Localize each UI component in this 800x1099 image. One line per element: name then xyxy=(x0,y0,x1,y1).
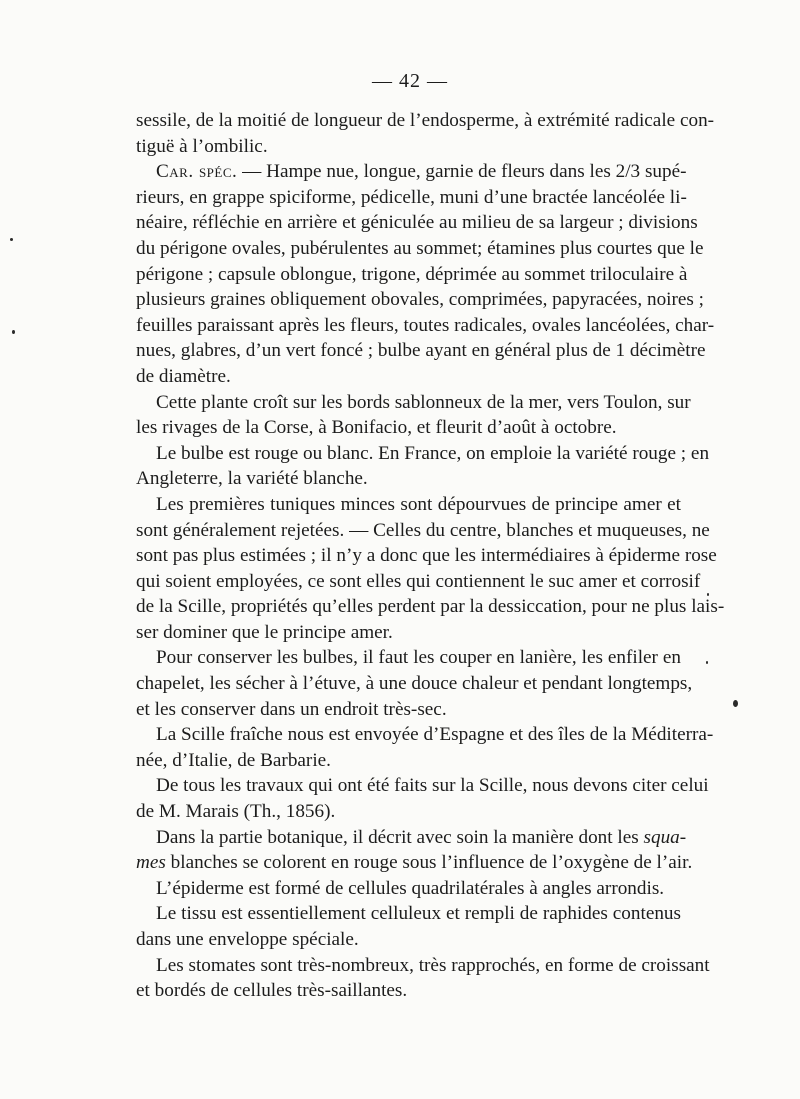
text-line xyxy=(136,594,725,620)
ink-speck xyxy=(706,661,708,664)
line-text: Les stomates sont très-nombreux, très rapprochés, en forme de croissant xyxy=(156,954,710,976)
line-text: Le tissu est essentiellement celluleux et rempli de raphides contenus xyxy=(156,903,681,925)
line-text: rieurs, en grappe spiciforme, pédicelle, muni d’une bractée lancéolée li- xyxy=(136,186,687,208)
text-line xyxy=(136,210,698,236)
section-label: Car. spéc. xyxy=(156,161,238,183)
text-line xyxy=(136,773,709,799)
text-line xyxy=(136,645,681,671)
text-line xyxy=(136,953,710,979)
text-line xyxy=(136,697,681,723)
text-line xyxy=(136,850,693,876)
line-text: sont généralement rejetées. — Celles du centre, blanches et muqueuses, ne xyxy=(136,519,710,541)
text-line xyxy=(136,978,681,1004)
text-line xyxy=(136,236,704,262)
line-text: ser dominer que le principe amer. xyxy=(136,621,393,643)
text-line xyxy=(136,287,704,313)
line-text: nues, glabres, d’un vert foncé ; bulbe ayant en général plus de 1 décimètre xyxy=(136,340,706,362)
text-line xyxy=(136,134,681,160)
line-text: qui soient employées, ce sont elles qui contiennent le suc amer et corrosif xyxy=(136,570,701,592)
text-line xyxy=(136,185,687,211)
line-text: — Hampe nue, longue, garnie de fleurs dans les 2/3 supé- xyxy=(237,161,687,183)
ink-speck xyxy=(10,238,13,241)
text-line xyxy=(136,620,681,646)
text-line xyxy=(136,159,687,185)
line-text: Les premières tuniques minces sont dépourvues de principe amer et xyxy=(156,493,681,515)
ink-speck xyxy=(12,330,15,334)
italic-text: mes xyxy=(136,852,166,874)
body-text xyxy=(136,108,725,1004)
line-text: de diamètre. xyxy=(136,365,231,387)
line-text: et les conserver dans un endroit très-sec. xyxy=(136,698,447,720)
text-line xyxy=(136,338,706,364)
line-text: née, d’Italie, de Barbarie. xyxy=(136,749,331,771)
text-line xyxy=(136,876,681,902)
line-text: du périgone ovales, pubérulentes au sommet; étamines plus courtes que le xyxy=(136,237,704,259)
ink-speck xyxy=(707,593,709,596)
line-text: de la Scille, propriétés qu’elles perdent par la dessiccation, pour ne plus lais- xyxy=(136,596,725,618)
text-line xyxy=(136,415,681,441)
line-text: L’épiderme est formé de cellules quadrilatérales à angles arrondis. xyxy=(156,877,665,899)
line-text: Pour conserver les bulbes, il faut les couper en lanière, les enfiler en xyxy=(156,647,681,669)
line-text: sont pas plus estimées ; il n’y a donc que les intermédiaires à épiderme rose xyxy=(136,545,717,567)
line-text: Angleterre, la variété blanche. xyxy=(136,468,368,490)
page-number: — 42 — xyxy=(372,70,448,92)
text-line xyxy=(136,569,701,595)
line-text: les rivages de la Corse, à Bonifacio, et fleurit d’août à octobre. xyxy=(136,417,617,439)
text-line xyxy=(136,671,693,697)
line-text: Le bulbe est rouge ou blanc. En France, on emploie la variété rouge ; en xyxy=(156,442,710,464)
text-line xyxy=(136,108,715,134)
text-line xyxy=(136,262,688,288)
line-text: sessile, de la moitié de longueur de l’endosperme, à extrémité radicale con- xyxy=(136,110,715,131)
line-text: Cette plante croît sur les bords sablonneux de la mer, vers Toulon, sur xyxy=(156,391,691,413)
text-line xyxy=(136,748,681,774)
line-text: de M. Marais (Th., 1856). xyxy=(136,801,336,823)
line-text: feuilles paraissant après les fleurs, toutes radicales, ovales lancéolées, char- xyxy=(136,314,715,336)
line-text: dans une enveloppe spéciale. xyxy=(136,929,359,950)
text-line xyxy=(136,390,691,416)
text-line xyxy=(136,927,681,953)
line-text: De tous les travaux qui ont été faits sur la Scille, nous devons citer celui xyxy=(156,775,709,797)
line-text: La Scille fraîche nous est envoyée d’Espagne et des îles de la Méditerra- xyxy=(156,724,714,746)
text-line xyxy=(136,441,710,467)
ink-speck xyxy=(733,700,738,707)
text-line xyxy=(136,364,681,390)
italic-text: squa- xyxy=(643,826,687,848)
line-text: périgone ; capsule oblongue, trigone, déprimée au sommet triloculaire à xyxy=(136,263,688,285)
line-text: plusieurs graines obliquement obovales, comprimées, papyracées, noires ; xyxy=(136,289,704,311)
line-text: chapelet, les sécher à l’étuve, à une douce chaleur et pendant longtemps, xyxy=(136,673,693,695)
line-text: Dans la partie botanique, il décrit avec soin la manière dont les xyxy=(156,826,644,848)
text-line xyxy=(136,825,687,851)
text-line xyxy=(136,518,710,544)
text-line xyxy=(136,466,681,492)
text-line xyxy=(136,799,681,825)
line-text: néaire, réfléchie en arrière et géniculée au milieu de sa largeur ; divisions xyxy=(136,212,698,234)
text-line xyxy=(136,722,714,748)
line-text: et bordés de cellules très-saillantes. xyxy=(136,980,408,1002)
line-text: blanches se colorent en rouge sous l’influence de l’oxygène de l’air. xyxy=(165,852,693,874)
line-text: tiguë à l’ombilic. xyxy=(136,135,268,157)
text-line xyxy=(136,901,681,927)
text-line xyxy=(136,492,681,518)
text-line xyxy=(136,313,715,339)
text-line xyxy=(136,543,717,569)
